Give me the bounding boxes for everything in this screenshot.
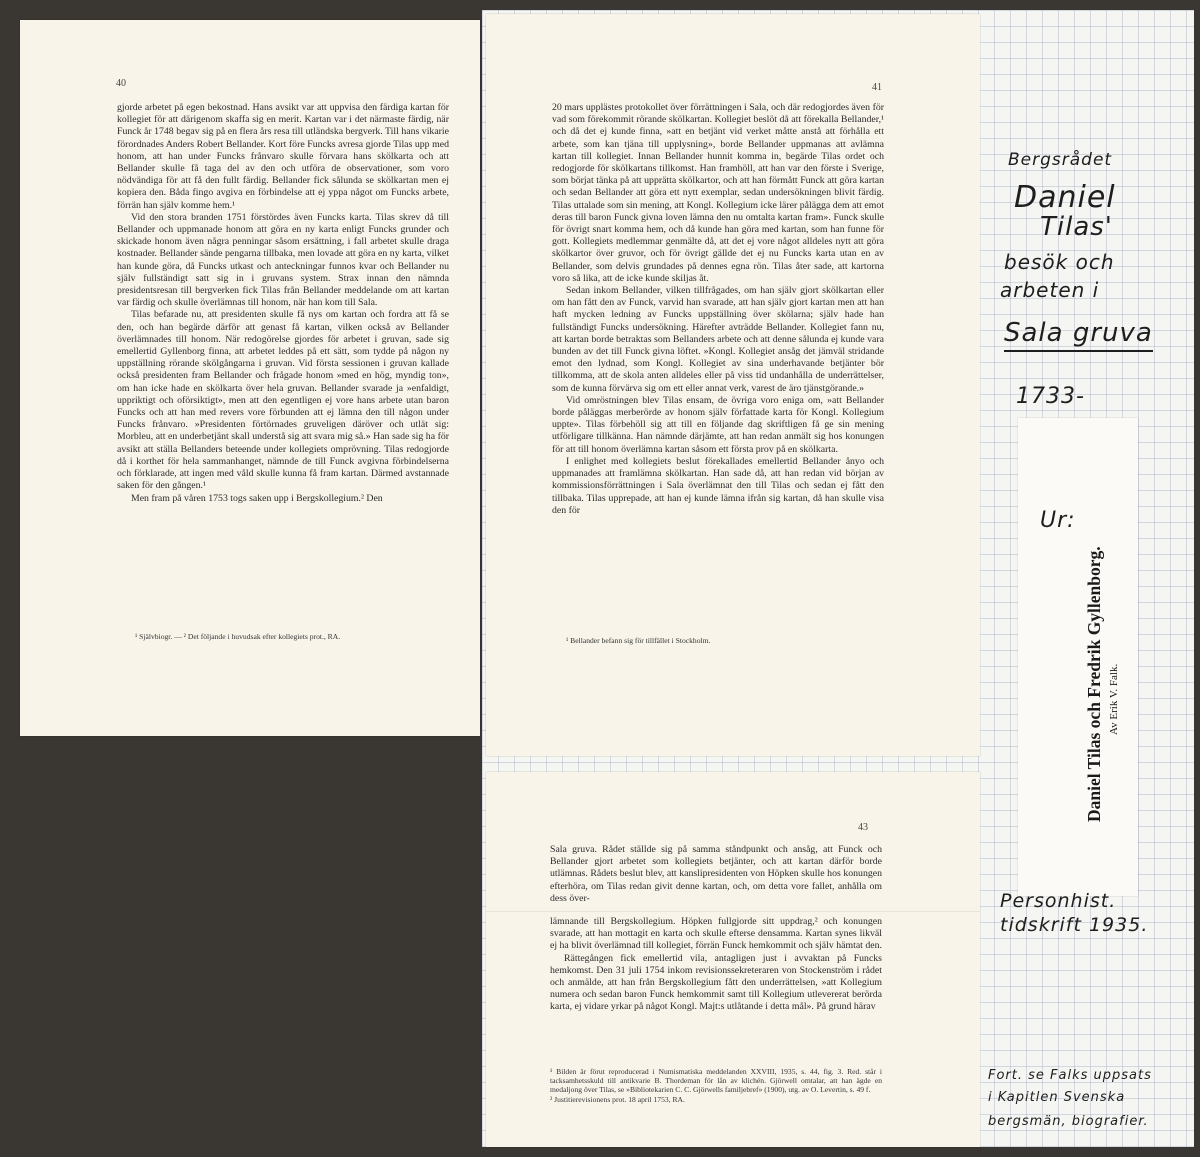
handwritten-note-3: bergsmän, biografier.: [988, 1114, 1149, 1129]
handwritten-source-2: tidskrift 1935.: [1000, 914, 1149, 936]
page-43-body-top: [550, 844, 882, 905]
handwritten-sala-gruva: Sala gruva: [1004, 318, 1153, 352]
paragraph: Rättegången fick emellertid vila, antagligen just i avvaktan på Funcks hemkomst. Den 31 juli 1754 inkom revisionssekreteraren von Stockenström i rådet och anmälde, att han från Bergskollegium fått den underrättelsen, »att Kollegium numera och sedan baron Funck hemkommit samt till Kollegium utlevererat berörda karta, ej vidare yrkar på något Kongl. Majt:s utlåtande i detta mål». På grund härav: [550, 952, 882, 1013]
page-41-footnote: [566, 636, 886, 645]
handwritten-arbeten-i: arbeten i: [1000, 278, 1100, 302]
paragraph: Vid den stora branden 1751 förstördes även Funcks karta. Tilas skrev då till Bellander och uppmanade honom att göra en ny karta enligt Funcks grunder och skickade honom även några penningar såsom ersättning, i fall arbetet skulle draga kostnader. Bellander sände pengarna tillbaka, men lovade att göra en ny karta, vilket han kunde göra, då Funcks utkast och anteckningar funnos kvar och Bellander nu själv fullständigt satt sig in i gruvans system. Strax innan den nämnda presidentsresan till bergverken fick Tilas från Bellander meddelande om att kartan var färdig och skulle överlämnas till honom, när han kom till Sala.: [117, 211, 449, 309]
paragraph: lämnande till Bergskollegium. Höpken fullgjorde sitt uppdrag,² och konungen svarade, att han mottagit en karta och skulle efterse densamma. Kartan synes likväl ej ha blivit överlämnad till kollegiet, förrän Funck hemkommit och själv hämtat den.: [550, 916, 882, 952]
paragraph: Vid omröstningen blev Tilas ensam, de övriga voro eniga om, »att Bellander borde påläggas merberörde av honom själv författade karta för Kongl. Kollegium uppte». Tilas förbehöll sig att till en följande dag skriftligen få ge sin mening utförligare tillkänna. Han nämnde därjämte, att han redan anmält sig hos konungen för att till honom överlämna kartan såsom ett första prov på en skölkarta.: [552, 394, 884, 455]
page-43-footnotes: [550, 1067, 882, 1104]
handwritten-source-1: Personhist.: [1000, 890, 1117, 912]
page-number: 43: [858, 822, 868, 833]
paragraph: 20 mars upplästes protokollet över förrättningen i Sala, och där redogjordes även för vad som förekommit rörande skölkartan. Kollegiet beslöt då att förekalla Bellander,¹ och då det ej kunde finna, »att en betjänt vid verket måtte anstå att förhålla ett arbete, som kan tjäna till upplysning», borde Bellander uppmanas att avlämna kartan till kollegiet. Innan Bellander hunnit komma in, begärde Tilas ordet och redogjorde för skölkartans tillkomst. Han framhöll, att han var den förste i Sverige, som börjat tänka på att upprätta skölkartor, och att han förmått Funck att göra kartan och sedan Bellander att göra ett nytt exemplar, sedan undersökningen blivit färdig. Tilas uttalade som sin mening, att Kongl. Kollegium icke lärer pålägga dem att emot deras till baron Funck givna loven lämna den nu omtalta kartan fram». Funck skulle för övrigt snart komma hem, och då kunde han göra med kartan, som han funne för gott. Kollegiets medlemmar genmälte då, att det ej vore något alldeles nytt att göra skölkartor över gruvor, och för övrigt gällde det ej nu Funcks karta utan en av Bellander, som delvis grundades på dennes egna rön. Tilas åter sade, att kartorna voro så lika, att de icke kunde skiljas åt.: [552, 102, 884, 284]
paragraph: Sala gruva. Rådet ställde sig på samma ståndpunkt och ansåg, att Funck och Bellander gjort arbetet som kollegiets betjänter, och att kartan därför borde utlämnas. Rådets beslut blev, att kanslipresidenten von Höpken skulle hos konungen efterhöra, om Tilas redan givit denne kartan, och, om detta vore fallet, anhålla om dess över-: [550, 844, 882, 904]
article-title-strip: [1018, 418, 1138, 896]
handwritten-tilas: Tilas': [1040, 212, 1113, 242]
footnote: ¹ Självbiogr. — ² Det följande i huvudsak efter kollegiets prot., RA.: [135, 632, 341, 641]
handwritten-note-1: Fort. se Falks uppsats: [988, 1068, 1152, 1083]
paragraph: I enlighet med kollegiets beslut förekallades emellertid Bellander ånyo och uppmanades att framlämna skölkartan. Han sade då, att han redan vid början av kommissionsförrättningen i Sala överlämnat den till Tilas och sedan ej fått den tillbaka. Tilas upprepade, att han ej kunde lämna ifrån sig kartan, då han skulle visa den för: [552, 455, 884, 516]
page-41-body: [552, 102, 884, 517]
page-40-footnote: [135, 632, 455, 641]
page-40-clipping: [20, 20, 480, 736]
paragraph: Men fram på våren 1753 togs saken upp i Bergskollegium.² Den: [131, 492, 383, 504]
handwritten-besok-och: besök och: [1004, 250, 1115, 274]
paragraph: Sedan inkom Bellander, vilken tillfrågades, om han själv gjort skölkartan eller om han fått den av Funck, varvid han svarade, att han själv gjort kartan men att han haft mycken ledning av Funcks uppställning över skölarna; själv hade han fullständigt Funcks undersökning. Härefter avträdde Bellander. Kollegiet fann nu, att kartan borde betraktas som Bellanders arbete och att denne sålunda ej kunde vara bunden av det till Funck givna löftet. »Kongl. Kollegiet ansåg det jämväl stridande emot den lydnad, som Kongl. Kollegiet av sina underhavande betjänter bör tillkomma, att de skola anten alldeles eller på viss tid undanhålla de underrättelser, som de kunna förvärva sig om ett eller annat verk, varest de äro tjänstgörande.»: [552, 285, 884, 394]
page-43-clipping-top: [486, 772, 980, 912]
page-41-clipping: [486, 14, 980, 756]
handwritten-note-2: i Kapitlen Svenska: [988, 1090, 1126, 1105]
handwritten-year: 1733-: [1016, 384, 1085, 409]
paragraph: gjorde arbetet på egen bekostnad. Hans avsikt var att uppvisa den färdiga kartan för kollegiet för att därigenom skaffa sig en merit. Kartan var i det närmaste färdig, när Funck år 1748 begav sig på en flera års resa till utländska bergverk. Till hans vikarie förordnades Anders Robert Bellander. Kort före Funcks avresa gjorde Tilas upp med honom, att han under Funcks frånvaro skulle förvara hans skölkarta och att Bellander skulle få taga del av den och utföra de observationer, som voro nödvändiga för att få den fullt färdig. Bellander fick sålunda se skölkartan men ej kopiera den. Båda fingo avgiva en förbindelse att ej yppa något om Funcks arbete, förrän han själv komme hem.¹: [117, 102, 449, 211]
handwritten-ur: Ur:: [1040, 508, 1076, 533]
page-40-body: [117, 102, 449, 505]
handwritten-daniel: Daniel: [1014, 180, 1116, 215]
page-43-body-bottom: [550, 916, 882, 1014]
footnote: ¹ Bilden är förut reproducerad i Numismatiska meddelanden XXVIII, 1935, s. 44, fig. 3. Red. står i tacksamhetsskuld till antikvarie B. Thordeman för lån av klichén. Gjörwell omtalar, att han ägde en medaljong över Tilas, se »Bibliotekarien C. C. Gjörwells familjebref» (1900), utg. av O. Levertin, s. 49 f.: [550, 1067, 882, 1095]
paragraph: Tilas befarade nu, att presidenten skulle få nys om kartan och fordra att få se den, och han begärde därför att genast få kartan, vilken också av Bellander överlämnades till honom. När redogörelse gjordes för arbetet i gruvan, sade sig emellertid Gyllenborg finna, att arbetet leddes på ett sätt, som tydde på någon ny uppställning rörande skölgångarna i gruvan. Vid första sessionen i gruvan kallade också presidenten fram Bellander och frågade honom »med en hög, myndig ton», om han icke hade en skölkarta över hela gruvan. Bellander svarade ja »enfaldigt, uppriktigt och oförsiktigt», men att den egentligen ej vore hans arbete utan baron Funcks och att han med revers vore förbunden att ej lämna den till någon under Funcks frånvaro. »Presidenten förtörnades gruveligen däröver och utlät sig: Morbleu, att en underbetjänt skall understå sig att svara mig så.» Han sade sig ha för avsikt att ställa Bellanders beteende under kollegiets omprövning. Tilas redogjorde då i korthet för hela sammanhanget, nämnde de till Funck avgivna förbindelserna och förklarade, att ingen med våld skulle kunna få fram kartan. Därmed avstannade saken för den gången.¹: [117, 309, 449, 492]
handwritten-bergsradet: Bergsrådet: [1008, 150, 1113, 170]
footnote: ² Justitierevisionens prot. 18 april 1753, RA.: [550, 1094, 685, 1104]
page-number: 40: [116, 78, 126, 89]
article-title: Daniel Tilas och Fredrik Gyllenborg.: [1084, 546, 1104, 822]
page-number: 41: [872, 82, 882, 93]
page-43-clipping-bottom: [486, 912, 980, 1147]
article-author: Av Erik V. Falk.: [1108, 663, 1120, 735]
footnote: ¹ Bellander befann sig för tillfället i Stockholm.: [566, 636, 711, 645]
